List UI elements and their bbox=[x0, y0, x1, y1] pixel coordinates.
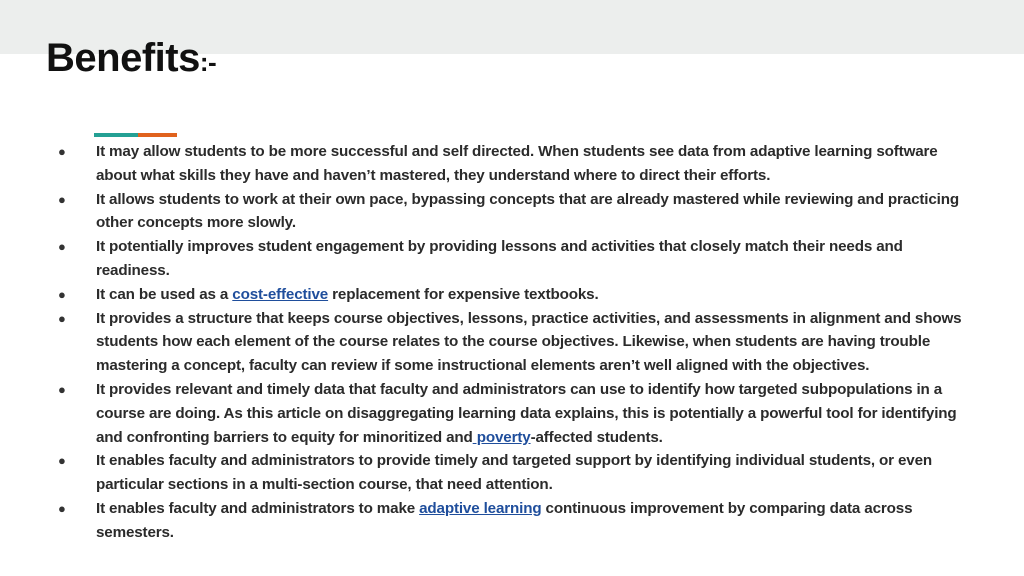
list-item bbox=[58, 497, 976, 545]
bullet-dot-icon: ● bbox=[58, 453, 66, 469]
cost-effective-link[interactable]: cost-effective bbox=[232, 285, 329, 303]
list-item bbox=[58, 378, 976, 449]
bullet-text: It may allow students to be more successful and self directed. When students see data from adaptive learning software about what skills they have and haven’t mastered, they understand where to direct their efforts. bbox=[96, 143, 938, 184]
title-suffix: :- bbox=[199, 47, 217, 77]
adaptive-learning-link[interactable]: adaptive learning bbox=[419, 499, 542, 517]
benefits-list bbox=[58, 140, 976, 545]
list-item bbox=[58, 188, 976, 236]
bullet-text-before: It can be used as a bbox=[96, 285, 233, 303]
accent-bar bbox=[94, 133, 177, 137]
bullet-dot-icon: ● bbox=[58, 239, 66, 255]
bullet-dot-icon: ● bbox=[58, 144, 66, 159]
list-item bbox=[58, 235, 976, 283]
bullet-dot-icon: ● bbox=[58, 500, 66, 516]
bullet-text-after: -affected students. bbox=[530, 428, 663, 446]
poverty-link[interactable]: poverty bbox=[472, 428, 531, 446]
list-item bbox=[58, 449, 976, 497]
title-text: Benefits bbox=[46, 36, 200, 80]
bullet-text: It potentially improves student engagement by providing lessons and activities that closely match their needs and readiness. bbox=[96, 238, 903, 279]
list-item bbox=[58, 307, 976, 378]
accent-bar-teal bbox=[94, 133, 138, 137]
bullet-dot-icon: ● bbox=[58, 286, 66, 302]
bullet-text-before: It enables faculty and administrators to make bbox=[96, 499, 420, 517]
accent-bar-orange bbox=[138, 133, 177, 137]
bullet-text-after: continuous improvement by comparing data across semesters. bbox=[96, 499, 913, 541]
bullet-dot-icon: ● bbox=[58, 381, 66, 397]
bullet-text: It allows students to work at their own pace, bypassing concepts that are already mastered while reviewing and practicing other concepts more slowly. bbox=[96, 190, 959, 232]
bullet-text-after: replacement for expensive textbooks. bbox=[328, 285, 599, 303]
bullet-dot-icon: ● bbox=[58, 310, 66, 326]
slide-title bbox=[46, 34, 216, 86]
bullet-text: It provides a structure that keeps course objectives, lessons, practice activities, and assessments in alignment and shows students how each element of the course relates to the course objectives. Likewise, when students are having trouble mastering a concept, faculty can review if some instructional elements aren’t well aligned with the objectives. bbox=[96, 309, 962, 375]
bullet-dot-icon: ● bbox=[58, 191, 66, 207]
bullet-text-before: It provides relevant and timely data that faculty and administrators can use to identify how targeted subpopulations in a course are doing. As this article on disaggregating learning data explains, this is potentially a powerful tool for identifying and confronting barriers to equity for minoritized and bbox=[96, 380, 957, 446]
bullet-text: It enables faculty and administrators to provide timely and targeted support by identifying individual students, or even particular sections in a multi-section course, that need attention. bbox=[96, 452, 933, 494]
list-item bbox=[58, 283, 976, 307]
list-item bbox=[58, 140, 976, 188]
